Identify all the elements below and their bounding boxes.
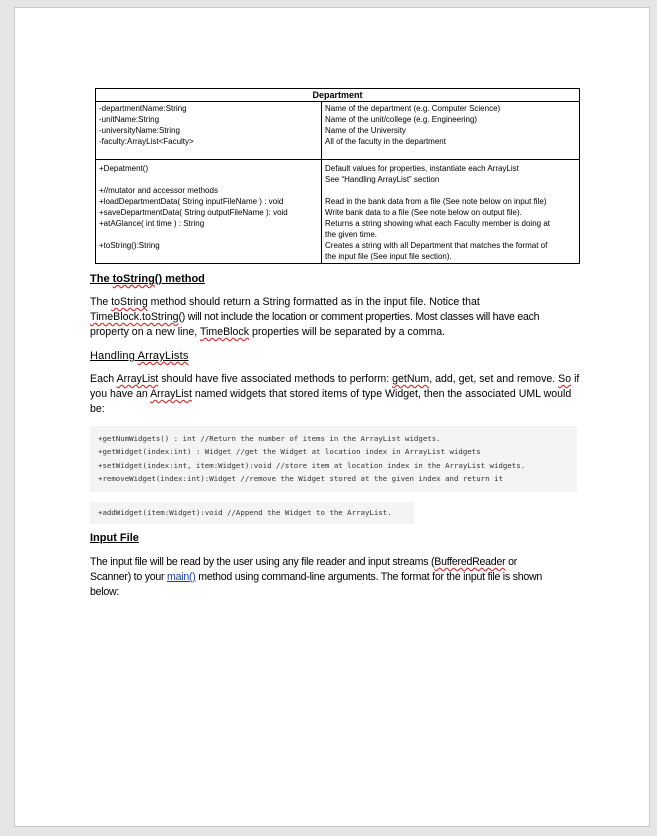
uml-attribute-desc: All of the faculty in the department [325, 137, 446, 146]
code-line: +getWidget(index:int) : Widget //get the Widget at location index in ArrayList widgets [98, 447, 481, 457]
uml-method: +Depatment() [99, 164, 149, 173]
uml-attribute-desc-cell [322, 102, 580, 160]
uml-attribute: -unitName:String [99, 115, 160, 124]
uml-method: +//mutator and accessor methods [99, 186, 218, 195]
uml-method: +loadDepartmentData( String inputFileName ) : void [99, 197, 284, 206]
uml-attribute: -departmentName:String [99, 104, 187, 113]
uml-method-desc: the given time. [325, 230, 378, 239]
uml-attribute: -faculty:ArrayList<Faculty> [99, 137, 194, 146]
uml-method: +atAGlance( int time ) : String [99, 219, 205, 228]
inputfile-heading: Input File [90, 532, 139, 544]
uml-attribute-desc: Name of the University [325, 126, 406, 135]
uml-attributes-cell [96, 102, 322, 160]
document-page [14, 7, 650, 827]
code-block-widget-methods [90, 426, 577, 492]
code-block-add-widget [90, 502, 414, 524]
arraylists-paragraph: Each ArrayList should have five associated methods to perform: getNum, add, get, set and remove. So if you have an ArrayList named widgets that stored items of type Widget, then the associated UML would be: [90, 373, 580, 415]
uml-method-desc-cell [322, 160, 580, 264]
uml-method-desc: Creates a string with all Department that matches the format of [325, 241, 548, 250]
uml-methods-cell [96, 160, 322, 264]
uml-attribute: -universityName:String [99, 126, 180, 135]
arraylists-heading: Handling ArrayLists [90, 350, 189, 362]
tostring-heading: The toString() method [90, 273, 205, 285]
uml-method-desc: Write bank data to a file (See note below on output file). [325, 208, 522, 217]
uml-method-desc: Default values for properties, instantiate each ArrayList [325, 164, 519, 173]
uml-attribute-desc: Name of the department (e.g. Computer Science) [325, 104, 501, 113]
code-line: +getNumWidgets() : int //Return the number of items in the ArrayList widgets. [98, 434, 441, 443]
uml-attribute-desc: Name of the unit/college (e.g. Engineering) [325, 115, 478, 124]
code-line: +addWidget(item:Widget):void //Append the Widget to the ArrayList. [98, 508, 392, 517]
uml-method-desc: Returns a string showing what each Faculty member is doing at [325, 219, 550, 228]
uml-method-desc: Read in the bank data from a file (See note below on input file) [325, 197, 547, 206]
main-method-link: main() [167, 571, 196, 583]
uml-method-desc: the input file (See input file section). [325, 252, 452, 261]
uml-class-table [95, 88, 580, 264]
uml-method: +toString():String [99, 241, 160, 250]
code-line: +setWidget(index:int, item:Widget):void //store item at location index in the ArrayList widgets. [98, 460, 526, 470]
uml-method-desc: See “Handling ArrayList” section [325, 175, 440, 184]
inputfile-paragraph: The input file will be read by the user using any file reader and input streams (BufferedReader or Scanner) to your main() method using command-line arguments. The format for the input file is shown below: [90, 556, 543, 598]
tostring-paragraph: The toString method should return a String formatted as in the input file. Notice that TimeBlock.toString() will not include the location or comment properties. Most classes will have each property on a new line, TimeBlock properties will be separated by a comma. [90, 296, 540, 338]
code-line: +removeWidget(index:int):Widget //remove the Widget stored at the given index and return it [98, 474, 503, 484]
uml-class-title: Department [96, 89, 580, 102]
uml-method: +saveDepartmentData( String outputFileName ): void [99, 208, 288, 217]
